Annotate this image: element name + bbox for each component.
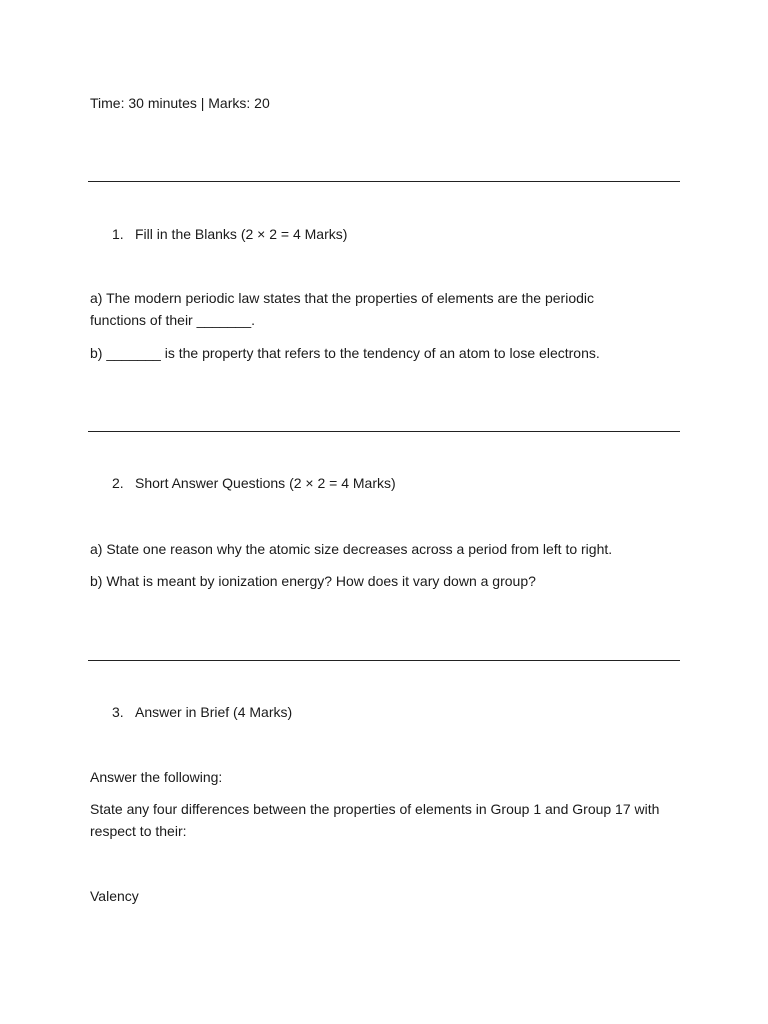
section-divider <box>88 660 680 661</box>
section-3-heading <box>112 701 292 723</box>
section-1-item-a: a) The modern periodic law states that the properties of elements are the periodic functions of their _______. <box>90 290 595 328</box>
section-1-number: 1. <box>112 226 124 242</box>
section-2-heading <box>112 472 396 494</box>
section-1-heading <box>112 223 347 245</box>
section-1-item-b: b) _______ is the property that refers to the tendency of an atom to lose electrons. <box>90 345 600 361</box>
section-3-item-valency: Valency <box>90 888 139 904</box>
section-divider <box>88 181 680 182</box>
section-divider <box>88 431 680 432</box>
section-2-title: Short Answer Questions (2 × 2 = 4 Marks) <box>135 475 396 491</box>
section-3-title: Answer in Brief (4 Marks) <box>135 704 293 720</box>
section-1-title: Fill in the Blanks (2 × 2 = 4 Marks) <box>135 226 348 242</box>
section-2-item-a: a) State one reason why the atomic size decreases across a period from left to right. <box>90 541 613 557</box>
section-3-question: State any four differences between the properties of elements in Group 1 and Group 17 with respect to their: <box>90 801 660 839</box>
section-3-number: 3. <box>112 704 124 720</box>
section-2-item-b: b) What is meant by ionization energy? How does it vary down a group? <box>90 573 536 589</box>
section-2-number: 2. <box>112 475 124 491</box>
section-3-instruction: Answer the following: <box>90 769 223 785</box>
time-marks-header: Time: 30 minutes | Marks: 20 <box>90 95 270 111</box>
